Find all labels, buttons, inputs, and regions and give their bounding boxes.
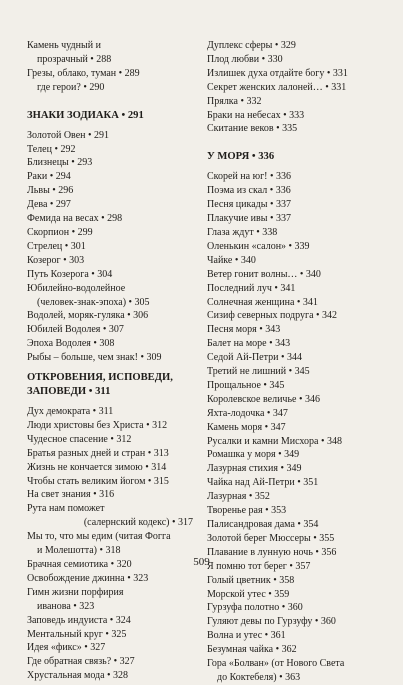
- toc-entry: где герои? • 290: [37, 81, 105, 93]
- toc-entry: Секрет женских лалоней… • 331: [207, 81, 347, 93]
- toc-entry: Братья разных дней и стран • 313: [27, 447, 169, 459]
- page-number: 509: [193, 556, 210, 568]
- toc-entry: Браки на небесах • 333: [207, 109, 305, 121]
- toc-right-column: [207, 39, 385, 685]
- toc-entry: На свет знания • 316: [27, 489, 115, 501]
- toc-entry: (салернский кодекс) • 317: [83, 517, 193, 529]
- toc-entry: Стрелец • 301: [27, 240, 86, 252]
- toc-entry: Юбилей Водолея • 307: [27, 324, 124, 336]
- toc-entry: Идея «фикс» • 327: [27, 642, 106, 654]
- toc-entry: Чайке • 340: [207, 254, 256, 266]
- toc-entry: Ромашка у моря • 349: [207, 449, 300, 461]
- toc-entry: Я помню тот берег • 357: [207, 560, 311, 572]
- toc-entry: Морской утес • 359: [207, 588, 290, 600]
- toc-entry: Львы • 296: [27, 185, 74, 197]
- toc-entry: Козерог • 303: [27, 254, 85, 266]
- toc-entry: Третий не лишний • 345: [207, 366, 310, 378]
- toc-entry: Творенье рая • 353: [207, 505, 287, 517]
- toc-entry: Скитание веков • 335: [207, 123, 298, 135]
- toc-entry: Плод любви • 330: [207, 53, 283, 65]
- toc-entry: Скорей на юг! • 336: [207, 171, 292, 183]
- toc-entry: Золотой берег Мюссеры • 355: [207, 532, 335, 544]
- toc-entry: Рыбы – больше, чем знак! • 309: [27, 352, 162, 364]
- toc-entry: Лазурная • 352: [207, 491, 270, 503]
- toc-group: [207, 170, 385, 685]
- toc-entry: Голый цветник • 358: [207, 574, 295, 586]
- toc-entry: Русалки и камни Мисхора • 348: [207, 435, 342, 447]
- toc-entry: Сизиф северных подруга • 342: [207, 310, 338, 322]
- toc-entry: Освобождение джинна • 323: [27, 572, 149, 584]
- toc-group: [27, 129, 193, 365]
- toc-entry: Чайка над Ай-Петри • 351: [207, 477, 319, 489]
- toc-entry: Золотой Овен • 291: [27, 129, 110, 141]
- toc-entry: Ветер гонит волны… • 340: [207, 268, 321, 280]
- toc-entry: Хрустальная мода • 328: [27, 670, 129, 682]
- toc-entry: Жизнь не кончается зимою • 314: [27, 461, 167, 473]
- toc-entry: Мы то, что мы едим (читая Фогга: [27, 531, 171, 543]
- toc-entry: Последний луч • 341: [207, 282, 296, 294]
- toc-entry: Водолей, моряк-гуляка • 306: [27, 310, 149, 322]
- section-heading: ЗАПОВЕДИ • 311: [27, 386, 111, 398]
- toc-entry: Камень чудный и: [27, 40, 101, 51]
- toc-group: [27, 405, 193, 683]
- toc-entry: Песня моря • 343: [207, 324, 281, 336]
- toc-group: [207, 39, 385, 136]
- toc-entry: Раки • 294: [27, 171, 71, 183]
- toc-entry: Дух демократа • 311: [27, 406, 114, 418]
- toc-entry: Прялка • 332: [207, 95, 262, 107]
- toc-entry: Близнецы • 293: [27, 157, 93, 169]
- toc-entry: Телец • 292: [27, 143, 76, 155]
- toc-entry: Солнечная женщина • 341: [207, 296, 318, 308]
- section-heading: ОТКРОВЕНИЯ, ИСПОВЕДИ,: [27, 372, 173, 384]
- toc-entry: Глаза ждут • 338: [207, 226, 278, 238]
- toc-entry: Безумная чайка • 362: [207, 644, 297, 656]
- toc-entry: Королевское величье • 346: [207, 393, 320, 405]
- toc-entry: Чудесное спасение • 312: [27, 433, 132, 445]
- toc-entry: до Коктебеля) • 363: [217, 671, 301, 683]
- toc-entry: Гора «Болван» (от Нового Света: [207, 658, 345, 670]
- toc-entry: Камень моря • 347: [207, 421, 286, 433]
- toc-entry: Седой Ай-Петри • 344: [207, 352, 302, 364]
- toc-entry: Гимн жизни порфирия: [27, 586, 124, 598]
- toc-entry: Палисандровая дама • 354: [207, 519, 319, 530]
- section-heading: ЗНАКИ ЗОДИАКА • 291: [27, 109, 144, 121]
- toc-entry: Юбилейно-водолейное: [27, 282, 126, 294]
- toc-entry: Дева • 297: [27, 199, 71, 211]
- toc-entry: Плакучие ивы • 337: [207, 213, 291, 225]
- toc-entry: Плавание в лунную ночь • 356: [207, 546, 337, 558]
- toc-entry: Гуляют девы по Гурзуфу • 360: [207, 616, 336, 628]
- toc-entry: Гурзуфа полотно • 360: [207, 602, 303, 614]
- toc-entry: Люди христовы без Христа • 312: [27, 419, 168, 431]
- toc-entry: Где обратная связь? • 327: [27, 656, 135, 668]
- section-heading: У МОРЯ • 336: [207, 151, 275, 163]
- toc-entry: Грезы, облако, туман • 289: [27, 67, 140, 79]
- toc-entry: Фемида на весах • 298: [27, 213, 123, 225]
- toc-entry: Балет на море • 343: [207, 338, 291, 350]
- toc-entry: Дуплекс сферы • 329: [207, 40, 296, 51]
- toc-entry: Путь Козерога • 304: [27, 268, 113, 280]
- toc-entry: Яхта-лодочка • 347: [207, 407, 288, 419]
- toc-entry: иванова • 323: [37, 600, 95, 612]
- toc-entry: Рута нам поможет: [27, 503, 105, 515]
- toc-entry: Чтобы стать великим йогом • 315: [27, 475, 169, 487]
- toc-entry: (человек-знак-эпоха) • 305: [37, 296, 150, 308]
- toc-left-column: [27, 39, 193, 683]
- toc-entry: Лазурная стихия • 349: [207, 463, 302, 475]
- toc-entry: Заповедь индуиста • 324: [27, 614, 131, 626]
- toc-entry: Прощальное • 345: [207, 379, 285, 391]
- toc-entry: Волна и утес • 361: [207, 630, 286, 642]
- toc-entry: Эпоха Водолея • 308: [27, 338, 115, 350]
- toc-entry: прозрачный • 288: [37, 53, 112, 65]
- toc-entry: Излишек духа отдайте богу • 331: [207, 67, 348, 79]
- toc-entry: Оленькин «салон» • 339: [207, 240, 310, 252]
- toc-entry: и Молешотта) • 318: [37, 545, 121, 557]
- toc-entry: Брачная семиотика • 320: [27, 559, 132, 570]
- toc-entry: Песня цикады • 337: [207, 199, 291, 211]
- toc-entry: Скорпион • 299: [27, 226, 93, 238]
- toc-group: [27, 39, 193, 95]
- toc-entry: Ментальный круг • 325: [27, 628, 127, 640]
- toc-entry: Поэма из скал • 336: [207, 185, 291, 197]
